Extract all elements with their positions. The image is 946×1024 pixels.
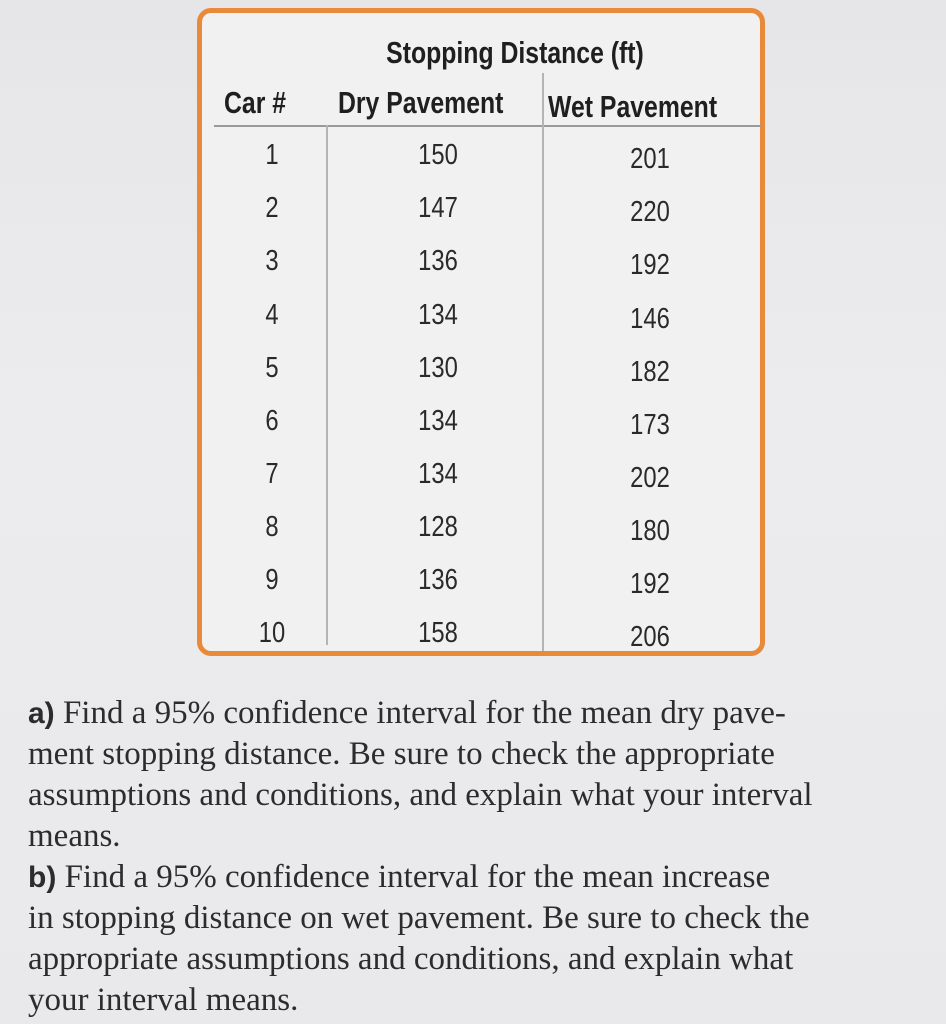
column-header-car: Car # bbox=[224, 85, 287, 120]
wet-distance-cell: 201 bbox=[630, 143, 670, 175]
dry-distance-cell: 150 bbox=[418, 139, 458, 171]
wet-distance-cell: 173 bbox=[630, 409, 670, 441]
question-text: Find a 95% confidence interval for the mean dry pave- bbox=[62, 695, 786, 731]
dry-distance-cell: 130 bbox=[418, 352, 458, 384]
wet-distance-cell: 146 bbox=[630, 303, 670, 335]
table-row bbox=[202, 139, 760, 191]
dry-distance-cell: 134 bbox=[418, 299, 458, 331]
car-number-cell: 6 bbox=[265, 405, 279, 437]
car-number-cell: 5 bbox=[265, 352, 279, 384]
car-number-cell: 10 bbox=[258, 617, 286, 649]
table-group-header: Stopping Distance (ft) bbox=[386, 35, 644, 70]
question-line: appropriate assumptions and conditions, and explain what bbox=[28, 941, 794, 977]
table-row bbox=[202, 511, 760, 563]
dry-distance-cell: 136 bbox=[418, 564, 458, 596]
table-row bbox=[202, 617, 760, 669]
question-line: ment stopping distance. Be sure to check the appropriate bbox=[28, 736, 775, 772]
table-row bbox=[202, 405, 760, 457]
question-line: assumptions and conditions, and explain what your interval bbox=[28, 777, 813, 813]
dry-distance-cell: 136 bbox=[418, 245, 458, 277]
question-line bbox=[28, 857, 928, 898]
dry-distance-cell: 134 bbox=[418, 458, 458, 490]
dry-distance-cell: 158 bbox=[418, 617, 458, 649]
car-number-cell: 7 bbox=[265, 458, 279, 490]
wet-distance-cell: 182 bbox=[630, 356, 670, 388]
wet-distance-cell: 192 bbox=[630, 249, 670, 281]
wet-distance-cell: 192 bbox=[630, 568, 670, 600]
dry-distance-cell: 128 bbox=[418, 511, 458, 543]
question-label: b) bbox=[28, 861, 57, 894]
car-number-cell: 1 bbox=[265, 139, 279, 171]
question-b bbox=[28, 857, 928, 1021]
question-a bbox=[28, 693, 928, 857]
table-row bbox=[202, 245, 760, 297]
car-number-cell: 2 bbox=[265, 192, 279, 224]
car-number-cell: 9 bbox=[265, 564, 279, 596]
exercise-questions bbox=[28, 693, 928, 1021]
question-line bbox=[28, 693, 928, 734]
dry-distance-cell: 134 bbox=[418, 405, 458, 437]
car-number-cell: 8 bbox=[265, 511, 279, 543]
table-row bbox=[202, 458, 760, 510]
wet-distance-cell: 202 bbox=[630, 462, 670, 494]
column-header-wet: Wet Pavement bbox=[548, 89, 718, 124]
wet-distance-cell: 180 bbox=[630, 515, 670, 547]
car-number-cell: 4 bbox=[265, 299, 279, 331]
column-header-dry: Dry Pavement bbox=[338, 85, 504, 120]
wet-distance-cell: 206 bbox=[630, 621, 670, 653]
table-row bbox=[202, 299, 760, 351]
table-row bbox=[202, 192, 760, 244]
question-text: Find a 95% confidence interval for the mean increase bbox=[64, 859, 771, 895]
question-line: means. bbox=[28, 818, 121, 854]
question-line: in stopping distance on wet pavement. Be sure to check the bbox=[28, 900, 810, 936]
question-line: your interval means. bbox=[28, 982, 299, 1018]
dry-distance-cell: 147 bbox=[418, 192, 458, 224]
table-row bbox=[202, 352, 760, 404]
header-divider bbox=[214, 125, 762, 127]
stopping-distance-table bbox=[197, 8, 765, 656]
question-label: a) bbox=[28, 697, 55, 730]
car-number-cell: 3 bbox=[265, 245, 279, 277]
table-row bbox=[202, 564, 760, 616]
wet-distance-cell: 220 bbox=[630, 196, 670, 228]
